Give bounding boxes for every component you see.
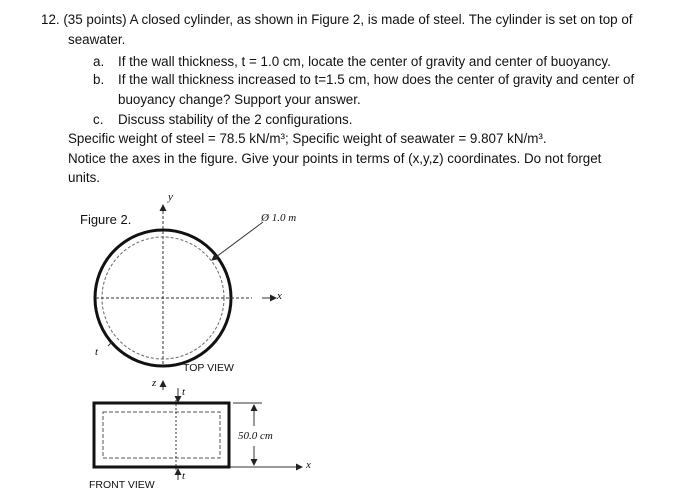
inner-rect xyxy=(103,412,220,458)
x-axis-label-top: x xyxy=(277,290,282,302)
item-b-text: If the wall thickness increased to t=1.5 cm, how does the center of gravity and center of xyxy=(118,72,635,87)
y-axis-label: y xyxy=(168,191,173,203)
notice-line-1: Notice the axes in the figure. Give your points in terms of (x,y,z) coordinates. Do not forget xyxy=(68,151,602,166)
thickness-label-top-view: t xyxy=(95,346,99,358)
item-c-text: Discuss stability of the 2 configurations. xyxy=(118,112,353,127)
z-axis-label: z xyxy=(152,377,157,389)
problem-header-line-1: 12. (35 points) A closed cylinder, as shown in Figure 2, is made of steel. The cylinder is set on top of xyxy=(41,12,633,27)
height-label: 50.0 cm xyxy=(238,430,273,442)
item-c-marker: c. xyxy=(93,112,104,127)
outer-rect xyxy=(94,403,229,467)
front-view-label: FRONT VIEW xyxy=(89,479,155,491)
specific-weights: Specific weight of steel = 78.5 kN/m³; Specific weight of seawater = 9.807 kN/m³. xyxy=(68,131,547,146)
item-a-marker: a. xyxy=(93,54,105,69)
problem-header-line-2: seawater. xyxy=(68,32,126,47)
thickness-label-front-bottom: t xyxy=(182,470,186,482)
item-b-continued: buoyancy change? Support your answer. xyxy=(118,92,361,107)
thickness-label-front-top: t xyxy=(182,386,186,398)
x-axis-label-front: x xyxy=(306,459,311,471)
notice-line-2: units. xyxy=(68,170,101,185)
diameter-label: Ø 1.0 m xyxy=(261,212,297,224)
top-view-label: TOP VIEW xyxy=(183,362,234,374)
item-b-marker: b. xyxy=(93,72,105,87)
figure-title: Figure 2. xyxy=(80,212,132,227)
top-view xyxy=(95,205,276,366)
item-a-text: If the wall thickness, t = 1.0 cm, locate the center of gravity and center of buoyancy. xyxy=(118,54,611,69)
diameter-leader xyxy=(212,222,263,260)
